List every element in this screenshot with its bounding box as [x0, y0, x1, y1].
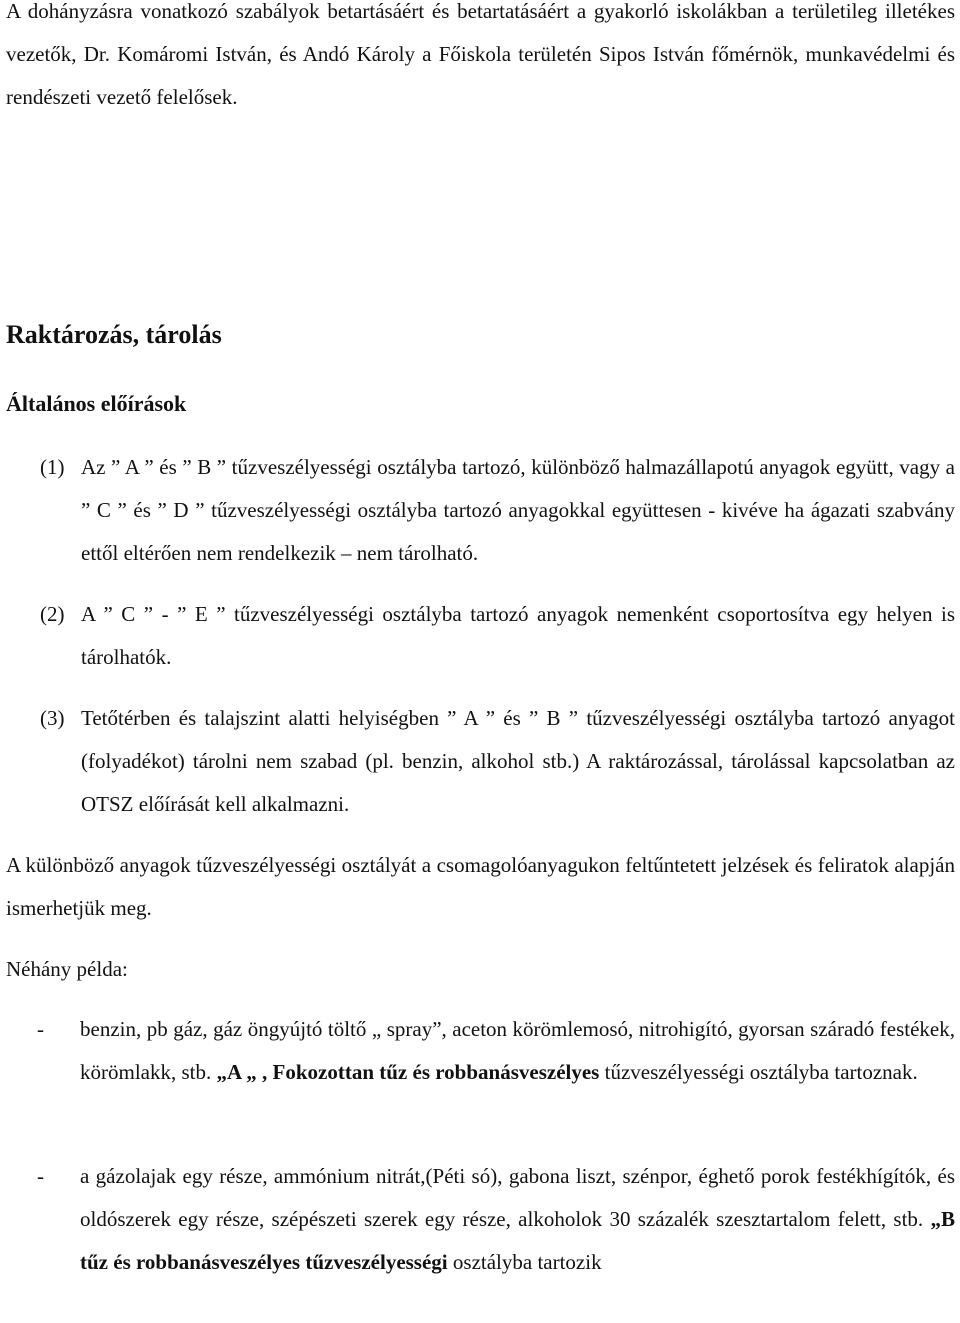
example-plain-text: a gázolajak egy része, ammónium nitrát,(Péti só), gabona liszt, szénpor, éghető porok festékhígítók, és oldószerek egy része, szépészeti szerek egy része, alkoholok 30 százalék szesztartalom felett, stb. [80, 1164, 955, 1231]
subsection-title: Általános előírások [6, 391, 187, 416]
example-text [80, 1155, 955, 1284]
hazard-classes-paragraph: A különböző anyagok tűzveszélyességi osztályát a csomagolóanyagukon feltűntetett jelzések és feliratok alapján ismerhetjük meg. [6, 853, 955, 920]
bullet-dash: - [37, 1017, 44, 1041]
example-text [80, 1008, 955, 1094]
rule-item-3 [40, 697, 955, 826]
rule-number: (2) [40, 602, 65, 626]
rule-number: (1) [40, 455, 65, 479]
examples-label: Néhány példa: [6, 957, 128, 981]
section-title: Raktározás, tárolás [6, 320, 222, 349]
rule-item-2 [40, 593, 955, 679]
rule-text: A ” C ” - ” E ” tűzveszélyességi osztályba tartozó anyagok nemenként csoportosítva egy helyen is tárolhatók. [81, 602, 955, 669]
example-item-2 [37, 1155, 955, 1284]
bullet-dash: - [37, 1164, 44, 1188]
rule-number: (3) [40, 706, 65, 730]
example-plain-text: benzin, pb gáz, gáz öngyújtó töltő „ spray”, aceton körömlemosó, nitrohigító, gyorsan száradó festékek, körömlakk, stb. [80, 1017, 955, 1084]
example-bold-text: „A „ , Fokozottan tűz és robbanásveszélyes [216, 1060, 600, 1084]
example-item-1 [37, 1008, 955, 1094]
example-tail-text: osztályba tartozik [447, 1250, 602, 1274]
example-tail-text: tűzveszélyességi osztályba tartoznak. [599, 1060, 918, 1084]
example-bold-text: „B tűz és robbanásveszélyes tűzveszélyességi [80, 1207, 955, 1274]
rule-text: Az ” A ” és ” B ” tűzveszélyességi osztályba tartozó, különböző halmazállapotú anyagok együtt, vagy a ” C ” és ” D ” tűzveszélyességi osztályba tartozó anyagokkal együttesen - kivéve ha ágazati szabvány ettől eltérően nem rendelkezik – nem tárolható. [81, 455, 955, 565]
intro-paragraph: A dohányzásra vonatkozó szabályok betartásáért és betartatásáért a gyakorló iskolákban a területileg illetékes vezetők, Dr. Komáromi István, és Andó Károly a Főiskola területén Sipos István főmérnök, munkavédelmi és rendészeti vezető felelősek. [6, 0, 955, 109]
rule-item-1 [40, 446, 955, 575]
rule-text: Tetőtérben és talajszint alatti helyiségben ” A ” és ” B ” tűzveszélyességi osztályba tartozó anyagot (folyadékot) tárolni nem szabad (pl. benzin, alkohol stb.) A raktározással, tárolással kapcsolatban az OTSZ előírását kell alkalmazni. [81, 706, 955, 816]
